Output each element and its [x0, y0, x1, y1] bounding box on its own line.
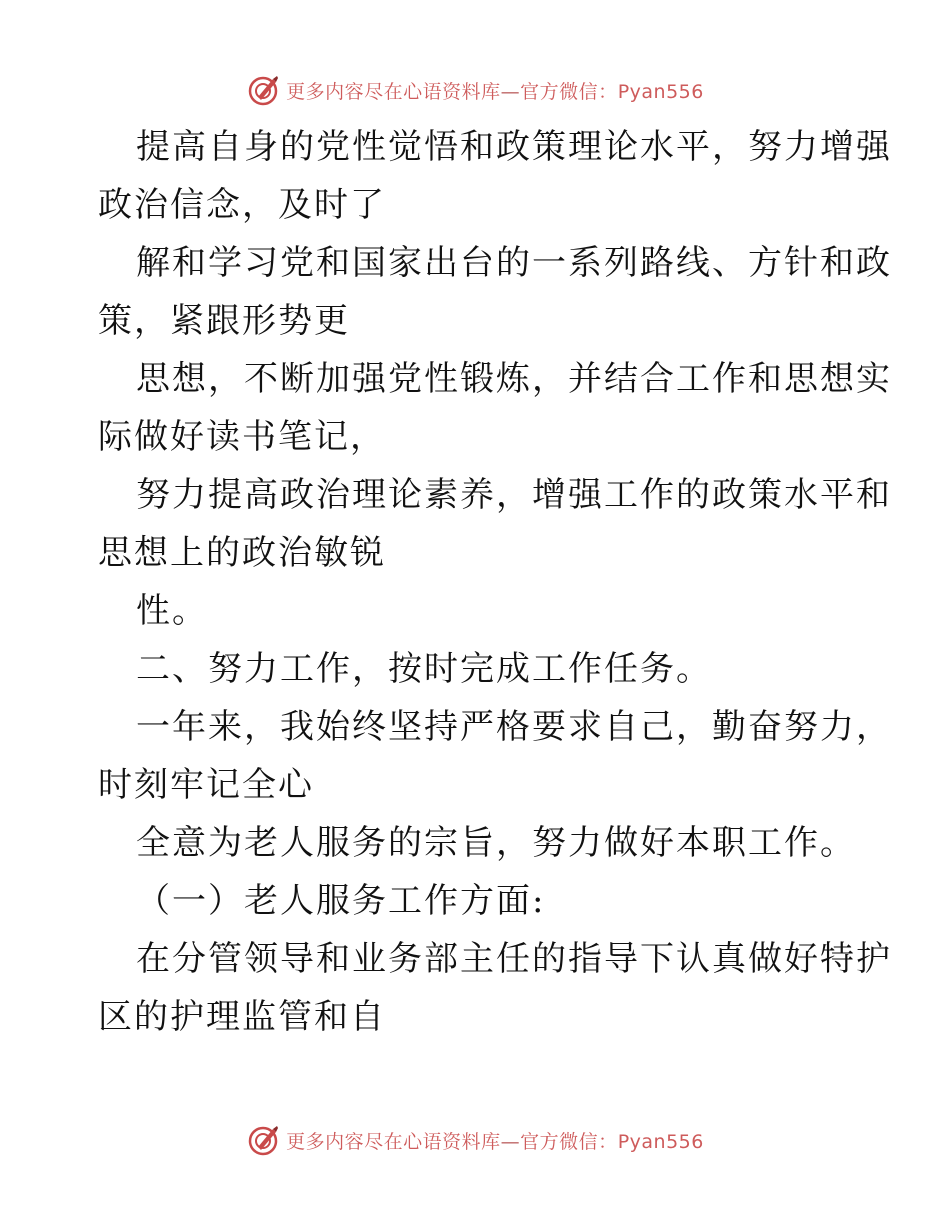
text-line: 在分管领导和业务部主任的指导下认真做好特护: [136, 939, 892, 979]
footer-watermark: [0, 1120, 950, 1160]
text-line: （一）老人服务工作方面:: [136, 881, 546, 921]
watermark-text: [286, 1127, 704, 1154]
text-line: 策，紧跟形势更: [98, 301, 350, 341]
watermark-label: 官方微信：: [520, 1130, 618, 1153]
pen-circle-logo-icon: [246, 73, 280, 107]
text-line: 时刻牢记全心: [98, 765, 314, 805]
text-line: 解和学习党和国家出台的一系列路线、方针和政: [136, 243, 892, 283]
watermark-site-name: 更多内容尽在心语资料库: [286, 1130, 501, 1153]
watermark-separator: —: [500, 80, 521, 103]
text-line: 际做好读书笔记，: [98, 417, 386, 457]
document-body: [98, 118, 892, 1046]
watermark-label: 官方微信：: [520, 80, 618, 103]
text-line: 思想，不断加强党性锻炼，并结合工作和思想实: [136, 359, 892, 399]
watermark-handle: Pyan556: [617, 1130, 704, 1153]
text-line: 区的护理监管和自: [98, 997, 386, 1037]
text-line: 努力提高政治理论素养，增强工作的政策水平和: [136, 475, 892, 515]
watermark-text: [286, 77, 704, 104]
watermark-site-name: 更多内容尽在心语资料库: [286, 80, 501, 103]
text-line: 政治信念，及时了: [98, 185, 386, 225]
text-line: 二、努力工作，按时完成工作任务。: [136, 649, 712, 689]
pen-circle-logo-icon: [246, 1123, 280, 1157]
text-line: 提高自身的党性觉悟和政策理论水平，努力增强: [136, 127, 892, 167]
text-line: 思想上的政治敏锐: [98, 533, 386, 573]
watermark-handle: Pyan556: [617, 80, 704, 103]
text-line: 一年来，我始终坚持严格要求自己，勤奋努力，: [136, 707, 892, 747]
header-watermark: [0, 70, 950, 110]
text-line: 性。: [136, 591, 208, 631]
watermark-separator: —: [500, 1130, 521, 1153]
text-line: 全意为老人服务的宗旨，努力做好本职工作。: [136, 823, 856, 863]
